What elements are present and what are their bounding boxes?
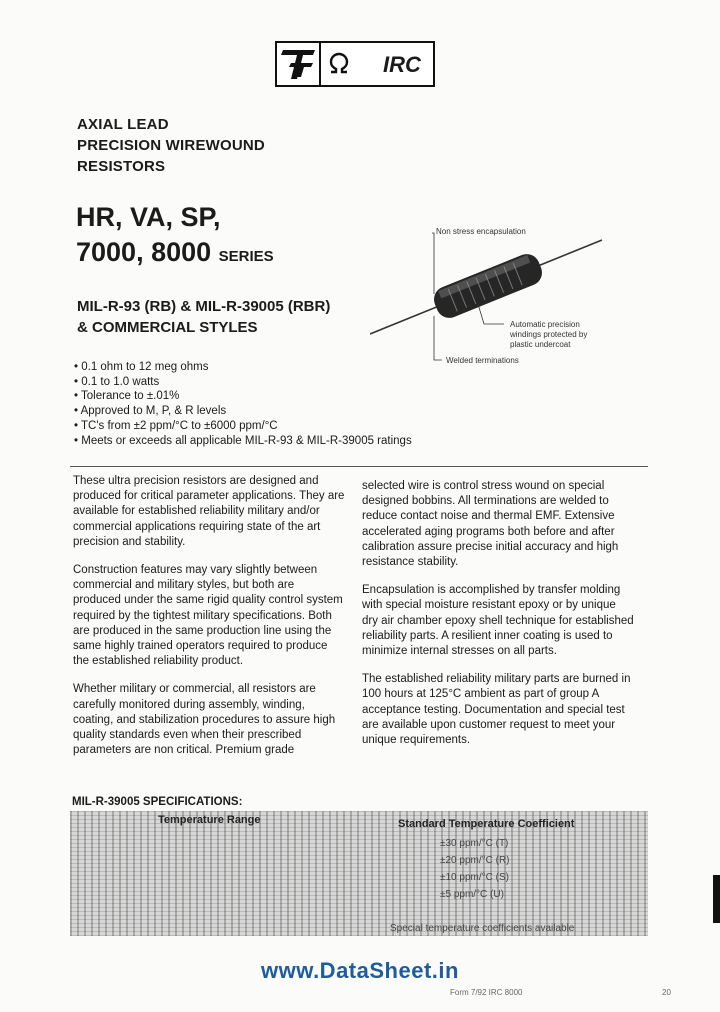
specs-col-temp-coefficient: Standard Temperature Coefficient [398, 818, 575, 830]
mil-styles-heading [77, 296, 330, 338]
company-logo [275, 41, 435, 87]
series-heading [76, 200, 274, 274]
callout-line: Automatic precision [510, 320, 580, 329]
list-item: • 0.1 ohm to 12 meg ohms [74, 361, 209, 373]
callout-encapsulation: Non stress encapsulation [436, 227, 526, 236]
series-suffix: SERIES [218, 248, 274, 265]
page-edge-mark [713, 875, 720, 923]
product-heading [77, 114, 265, 177]
watermark: www.DataSheet.in [261, 958, 459, 983]
paragraph: Whether military or commercial, all resistors are carefully monitored during assembly, winding, coating, and stabilization procedures to assure high quality standards even when their prescribed parameters are non critical. Premium grade [73, 683, 336, 757]
series-line-2 [76, 235, 274, 274]
heading-line: RESISTORS [77, 158, 166, 175]
specs-title: MIL-R-39005 SPECIFICATIONS: [72, 796, 243, 808]
specs-coefficient-list [440, 838, 510, 900]
specs-col-temp-range: Temperature Range [158, 814, 261, 826]
feature-list [74, 360, 412, 448]
callout-terminations: Welded terminations [446, 356, 519, 365]
body-left-column [73, 474, 345, 771]
callout-windings [510, 320, 587, 350]
table-row: ±10 ppm/°C (S) [440, 872, 509, 883]
table-row: ±5 ppm/°C (U) [440, 889, 504, 900]
omega-icon [327, 52, 351, 76]
tt-logo-icon [277, 43, 321, 85]
specs-special-note: Special temperature coefficients available [390, 923, 575, 934]
irc-logo-mark [319, 41, 435, 87]
logo-text: IRC [383, 52, 421, 77]
mil-line-1: MIL-R-93 (RB) & MIL-R-39005 (RBR) [77, 298, 331, 315]
list-item: • Meets or exceeds all applicable MIL-R-93 & MIL-R-39005 ratings [74, 434, 412, 447]
list-item: • 0.1 to 1.0 watts [74, 375, 160, 388]
list-item: • TC's from ±2 ppm/°C to ±6000 ppm/°C [74, 419, 278, 432]
list-item: • Tolerance to ±.01% [74, 390, 180, 403]
body-right-column [362, 479, 634, 761]
paragraph: These ultra precision resistors are designed and produced for critical parameter applications. They are available for established reliability military and/or commercial applications requiring state of the art precision and stability. [73, 475, 345, 548]
table-row: ±30 ppm/°C (T) [440, 838, 509, 849]
paragraph: Construction features may vary slightly between commercial and military styles, but both are produced under the same rigid quality control system required by the tightest military specifications. Both are produced in the same production line using the same highly trained operators required to produce the established reliability product. [73, 564, 343, 668]
paragraph: The established reliability military parts are burned in 100 hours at 125°C ambient as part of group A acceptance testing. Documentation and special test are available upon customer request to meet your unique requirements. [362, 673, 631, 747]
tt-logo-mark [275, 41, 323, 87]
callout-line: windings protected by [510, 330, 588, 339]
paragraph: Encapsulation is accomplished by transfer molding with special moisture resistant epoxy or by unique dry air chamber epoxy shell technique for established reliability parts. A resilient inner coating is used to minimize internal stresses on all parts. [362, 584, 634, 658]
series-numbers: 7000, 8000 [76, 237, 212, 267]
list-item: • Approved to M, P, & R levels [74, 405, 227, 418]
paragraph: selected wire is control stress wound on special designed bobbins. All terminations are welded to reduce contact noise and thermal EMF. Extensive accelerated aging programs both before and after calibration assure precise initial accuracy and high resistance stability. [362, 480, 619, 569]
heading-line: AXIAL LEAD [77, 116, 169, 133]
mil-line-2: & COMMERCIAL STYLES [77, 319, 258, 336]
resistor-diagram [370, 220, 660, 370]
page-number: 20 [662, 988, 671, 997]
footer-form: Form 7/92 IRC 8000 [450, 988, 523, 997]
table-row: ±20 ppm/°C (R) [440, 855, 510, 866]
heading-line: PRECISION WIREWOUND [77, 137, 265, 154]
callout-line: plastic undercoat [510, 340, 571, 349]
divider [70, 466, 648, 467]
series-line-1: HR, VA, SP, [76, 202, 221, 232]
